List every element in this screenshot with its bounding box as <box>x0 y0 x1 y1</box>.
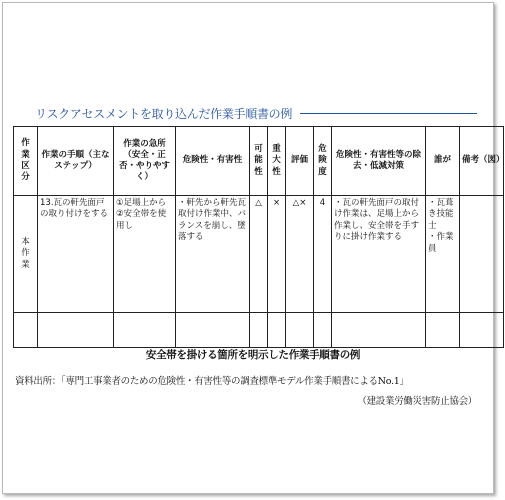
header-severity: 重大性 <box>268 127 286 196</box>
cell-who <box>426 196 460 313</box>
source-note: 資料出所：「専門工事業者のための危険性・有害性等の調査標準モデル作業手順書によるNo.1」 <box>15 376 409 387</box>
header-evaluation: 評価 <box>286 127 314 196</box>
header-countermeasure: 危険性・有害性等の除去・低減対策 <box>332 127 426 196</box>
header-hazard: 危険性・有害性 <box>176 127 250 196</box>
cell-category: 本作業 <box>14 196 38 313</box>
blank-cell <box>268 313 286 348</box>
blank-cell <box>38 313 114 348</box>
figure-caption: 安全帯を掛ける箇所を明示した作業手順書の例 <box>145 349 361 361</box>
blank-cell <box>460 313 504 348</box>
blank-cell <box>14 313 38 348</box>
blank-cell <box>250 313 268 348</box>
cell-risk-level: 4 <box>314 196 332 313</box>
header-category: 作業区分 <box>14 127 38 196</box>
blank-cell <box>114 313 176 348</box>
work-procedure-table <box>13 126 504 348</box>
who-1: ・瓦葺き技能士 <box>428 198 454 231</box>
blank-cell <box>286 313 314 348</box>
header-risk-level: 危険度 <box>314 127 332 196</box>
cell-countermeasure: ・瓦の軒先面戸の取付け作業は、足場上から作業し、安全帯を手すりに掛け作業する <box>332 196 426 313</box>
cell-key-points <box>114 196 176 313</box>
heading-text: リスクアセスメントを取り込んだ作業手順書の例 <box>35 106 293 121</box>
header-who: 誰が <box>426 127 460 196</box>
section-heading <box>35 103 495 123</box>
header-possibility: 可能性 <box>250 127 268 196</box>
who-2: ・作業員 <box>428 232 454 254</box>
cell-step: 13.瓦の軒先面戸の取り付けをする <box>38 196 114 313</box>
cell-hazard: ・軒先から軒先瓦取付け作業中、バランスを崩し、墜落する <box>176 196 250 313</box>
header-remarks: 備考（図） <box>460 127 504 196</box>
key-point-2: ②安全帯を使用し <box>116 209 167 231</box>
source-organization: （建設業労働災害防止協会） <box>357 396 477 407</box>
header-steps: 作業の手順（主なステップ） <box>38 127 114 196</box>
table-row <box>14 196 504 313</box>
cell-possibility: △ <box>250 196 268 313</box>
table-row-blank <box>14 313 504 348</box>
blank-cell <box>176 313 250 348</box>
blank-cell <box>314 313 332 348</box>
heading-rule <box>300 113 477 114</box>
cell-severity: × <box>268 196 286 313</box>
blank-cell <box>332 313 426 348</box>
cell-remarks <box>460 196 504 313</box>
table-header-row <box>14 127 504 196</box>
image-frame <box>2 2 505 494</box>
key-point-1: ①足場上から <box>116 198 167 208</box>
header-key-points: 作業の急所（安全・正否・やりやすく） <box>114 127 176 196</box>
blank-cell <box>426 313 460 348</box>
cell-evaluation: △× <box>286 196 314 313</box>
